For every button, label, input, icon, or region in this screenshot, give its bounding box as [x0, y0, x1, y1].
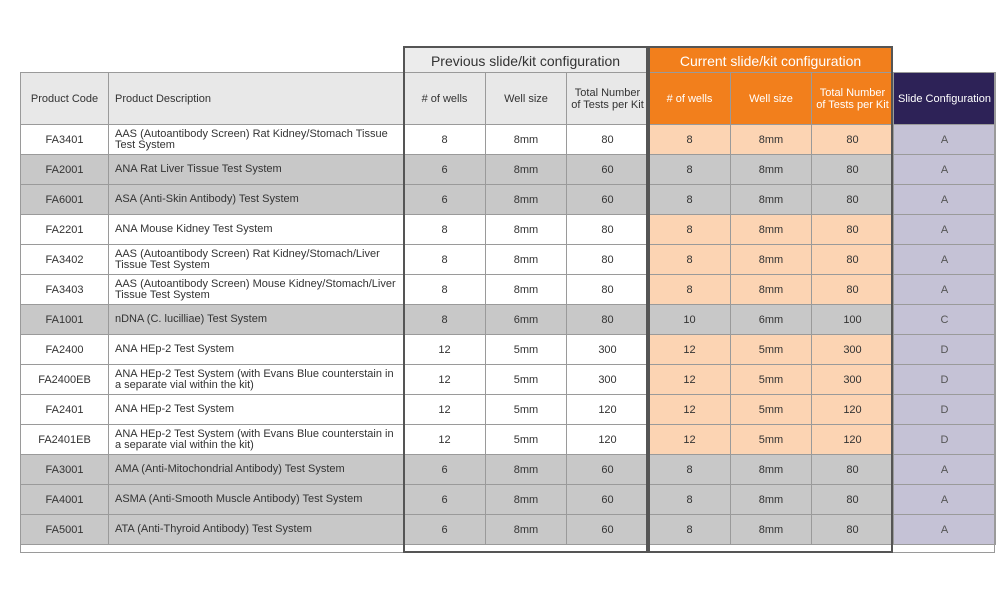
cell-slide-configuration: A: [894, 455, 996, 485]
table-row: [21, 395, 996, 425]
cell-cur-well-size: 8mm: [731, 455, 812, 485]
col-header-slide-configuration: Slide Configuration: [894, 73, 996, 125]
cell-prev-well-size: 8mm: [486, 185, 567, 215]
cell-product-description: ANA HEp-2 Test System: [109, 395, 404, 425]
cell-cur-total-tests: 120: [812, 395, 894, 425]
cell-prev-well-size: 5mm: [486, 425, 567, 455]
current-config-header: Current slide/kit configuration: [648, 46, 893, 72]
cell-prev-total-tests: 60: [567, 185, 649, 215]
cell-slide-configuration: A: [894, 215, 996, 245]
cell-prev-wells: 6: [404, 455, 486, 485]
cell-prev-wells: 12: [404, 365, 486, 395]
cell-prev-well-size: 8mm: [486, 275, 567, 305]
cell-cur-wells: 12: [649, 425, 731, 455]
cell-slide-configuration: D: [894, 335, 996, 365]
cell-prev-wells: 12: [404, 425, 486, 455]
cell-prev-well-size: 5mm: [486, 335, 567, 365]
table-row: [21, 215, 996, 245]
cell-prev-total-tests: 60: [567, 155, 649, 185]
cell-product-description: AMA (Anti-Mitochondrial Antibody) Test System: [109, 455, 404, 485]
cell-cur-wells: 8: [649, 275, 731, 305]
cell-slide-configuration: A: [894, 515, 996, 545]
cell-prev-total-tests: 120: [567, 425, 649, 455]
cell-slide-configuration: C: [894, 305, 996, 335]
cell-slide-configuration: A: [894, 185, 996, 215]
cell-cur-total-tests: 80: [812, 485, 894, 515]
cell-product-description: ANA Rat Liver Tissue Test System: [109, 155, 404, 185]
cell-prev-total-tests: 80: [567, 215, 649, 245]
cell-prev-wells: 6: [404, 155, 486, 185]
cell-cur-wells: 8: [649, 245, 731, 275]
cell-cur-well-size: 5mm: [731, 365, 812, 395]
cell-cur-total-tests: 300: [812, 335, 894, 365]
cell-product-description: ANA Mouse Kidney Test System: [109, 215, 404, 245]
cell-product-description: ANA HEp-2 Test System (with Evans Blue counterstain in a separate vial within the kit): [109, 425, 404, 455]
cell-slide-configuration: D: [894, 365, 996, 395]
cell-prev-wells: 12: [404, 335, 486, 365]
cell-cur-well-size: 8mm: [731, 485, 812, 515]
cell-prev-total-tests: 80: [567, 275, 649, 305]
cell-prev-well-size: 5mm: [486, 365, 567, 395]
cell-product-code: FA5001: [21, 515, 109, 545]
cell-product-code: FA2401: [21, 395, 109, 425]
cell-cur-total-tests: 100: [812, 305, 894, 335]
cell-cur-wells: 8: [649, 455, 731, 485]
cell-prev-well-size: 8mm: [486, 155, 567, 185]
cell-product-code: FA2001: [21, 155, 109, 185]
cell-slide-configuration: D: [894, 395, 996, 425]
cell-product-description: ANA HEp-2 Test System (with Evans Blue counterstain in a separate vial within the kit): [109, 365, 404, 395]
cell-cur-total-tests: 300: [812, 365, 894, 395]
cell-prev-wells: 8: [404, 245, 486, 275]
cell-product-code: FA1001: [21, 305, 109, 335]
cell-product-description: AAS (Autoantibody Screen) Mouse Kidney/Stomach/Liver Tissue Test System: [109, 275, 404, 305]
cell-cur-well-size: 8mm: [731, 245, 812, 275]
table-row: [21, 455, 996, 485]
cell-slide-configuration: A: [894, 125, 996, 155]
cell-prev-total-tests: 80: [567, 245, 649, 275]
cell-cur-well-size: 8mm: [731, 155, 812, 185]
cell-product-code: FA3402: [21, 245, 109, 275]
cell-prev-well-size: 8mm: [486, 485, 567, 515]
cell-cur-total-tests: 80: [812, 185, 894, 215]
cell-prev-total-tests: 60: [567, 455, 649, 485]
table-row: [21, 515, 996, 545]
table-row: [21, 245, 996, 275]
table-row: [21, 365, 996, 395]
table-row: [21, 335, 996, 365]
cell-product-description: ANA HEp-2 Test System: [109, 335, 404, 365]
cell-prev-well-size: 6mm: [486, 305, 567, 335]
cell-prev-well-size: 8mm: [486, 245, 567, 275]
cell-slide-configuration: A: [894, 155, 996, 185]
cell-cur-well-size: 8mm: [731, 515, 812, 545]
col-header-prev-total-tests: Total Number of Tests per Kit: [567, 73, 649, 125]
cell-cur-wells: 8: [649, 185, 731, 215]
table-header-row: [21, 73, 996, 125]
cell-cur-wells: 8: [649, 155, 731, 185]
cell-cur-well-size: 5mm: [731, 425, 812, 455]
col-header-prev-well-size: Well size: [486, 73, 567, 125]
cell-prev-well-size: 5mm: [486, 395, 567, 425]
cell-cur-well-size: 6mm: [731, 305, 812, 335]
cell-cur-total-tests: 80: [812, 245, 894, 275]
cell-cur-total-tests: 120: [812, 425, 894, 455]
cell-product-code: FA3403: [21, 275, 109, 305]
table-row: [21, 425, 996, 455]
cell-cur-total-tests: 80: [812, 215, 894, 245]
cell-prev-total-tests: 300: [567, 365, 649, 395]
cell-cur-wells: 10: [649, 305, 731, 335]
cell-cur-wells: 8: [649, 515, 731, 545]
cell-cur-well-size: 5mm: [731, 395, 812, 425]
table-row: [21, 305, 996, 335]
cell-prev-total-tests: 80: [567, 125, 649, 155]
cell-prev-total-tests: 120: [567, 395, 649, 425]
table-row: [21, 485, 996, 515]
cell-product-code: FA6001: [21, 185, 109, 215]
table-row: [21, 185, 996, 215]
cell-product-code: FA2400EB: [21, 365, 109, 395]
cell-cur-wells: 12: [649, 335, 731, 365]
cell-product-description: nDNA (C. lucilliae) Test System: [109, 305, 404, 335]
cell-cur-well-size: 8mm: [731, 125, 812, 155]
col-header-product-code: Product Code: [21, 73, 109, 125]
cell-cur-total-tests: 80: [812, 125, 894, 155]
cell-cur-well-size: 8mm: [731, 275, 812, 305]
cell-slide-configuration: A: [894, 245, 996, 275]
cell-cur-wells: 12: [649, 365, 731, 395]
cell-prev-total-tests: 60: [567, 515, 649, 545]
cell-product-code: FA2401EB: [21, 425, 109, 455]
cell-product-code: FA3401: [21, 125, 109, 155]
cell-cur-total-tests: 80: [812, 275, 894, 305]
cell-product-code: FA2201: [21, 215, 109, 245]
cell-prev-well-size: 8mm: [486, 125, 567, 155]
cell-prev-wells: 12: [404, 395, 486, 425]
cell-prev-wells: 6: [404, 185, 486, 215]
cell-slide-configuration: A: [894, 275, 996, 305]
col-header-product-description: Product Description: [109, 73, 404, 125]
cell-product-description: AAS (Autoantibody Screen) Rat Kidney/Stomach Tissue Test System: [109, 125, 404, 155]
cell-product-description: ASA (Anti-Skin Antibody) Test System: [109, 185, 404, 215]
cell-prev-wells: 8: [404, 305, 486, 335]
cell-product-code: FA3001: [21, 455, 109, 485]
cell-slide-configuration: A: [894, 485, 996, 515]
cell-product-description: ASMA (Anti-Smooth Muscle Antibody) Test System: [109, 485, 404, 515]
cell-prev-wells: 8: [404, 215, 486, 245]
table-row: [21, 125, 996, 155]
cell-prev-wells: 8: [404, 275, 486, 305]
col-header-cur-wells: # of wells: [649, 73, 731, 125]
col-header-cur-total-tests: Total Number of Tests per Kit: [812, 73, 894, 125]
col-header-prev-wells: # of wells: [404, 73, 486, 125]
cell-cur-wells: 8: [649, 485, 731, 515]
product-config-table: [20, 72, 996, 545]
cell-prev-total-tests: 80: [567, 305, 649, 335]
cell-product-code: FA2400: [21, 335, 109, 365]
cell-cur-total-tests: 80: [812, 455, 894, 485]
cell-cur-total-tests: 80: [812, 155, 894, 185]
cell-prev-wells: 6: [404, 485, 486, 515]
cell-prev-well-size: 8mm: [486, 515, 567, 545]
cell-cur-well-size: 8mm: [731, 215, 812, 245]
col-header-cur-well-size: Well size: [731, 73, 812, 125]
cell-prev-well-size: 8mm: [486, 455, 567, 485]
cell-prev-total-tests: 60: [567, 485, 649, 515]
cell-prev-total-tests: 300: [567, 335, 649, 365]
previous-config-header: Previous slide/kit configuration: [403, 46, 648, 72]
cell-cur-total-tests: 80: [812, 515, 894, 545]
cell-product-code: FA4001: [21, 485, 109, 515]
cell-cur-wells: 8: [649, 215, 731, 245]
cell-cur-well-size: 5mm: [731, 335, 812, 365]
cell-product-description: ATA (Anti-Thyroid Antibody) Test System: [109, 515, 404, 545]
table-row: [21, 275, 996, 305]
cell-prev-wells: 6: [404, 515, 486, 545]
cell-prev-wells: 8: [404, 125, 486, 155]
cell-prev-well-size: 8mm: [486, 215, 567, 245]
cell-cur-wells: 8: [649, 125, 731, 155]
cell-cur-wells: 12: [649, 395, 731, 425]
cell-slide-configuration: D: [894, 425, 996, 455]
cell-product-description: AAS (Autoantibody Screen) Rat Kidney/Stomach/Liver Tissue Test System: [109, 245, 404, 275]
table-row: [21, 155, 996, 185]
cell-cur-well-size: 8mm: [731, 185, 812, 215]
